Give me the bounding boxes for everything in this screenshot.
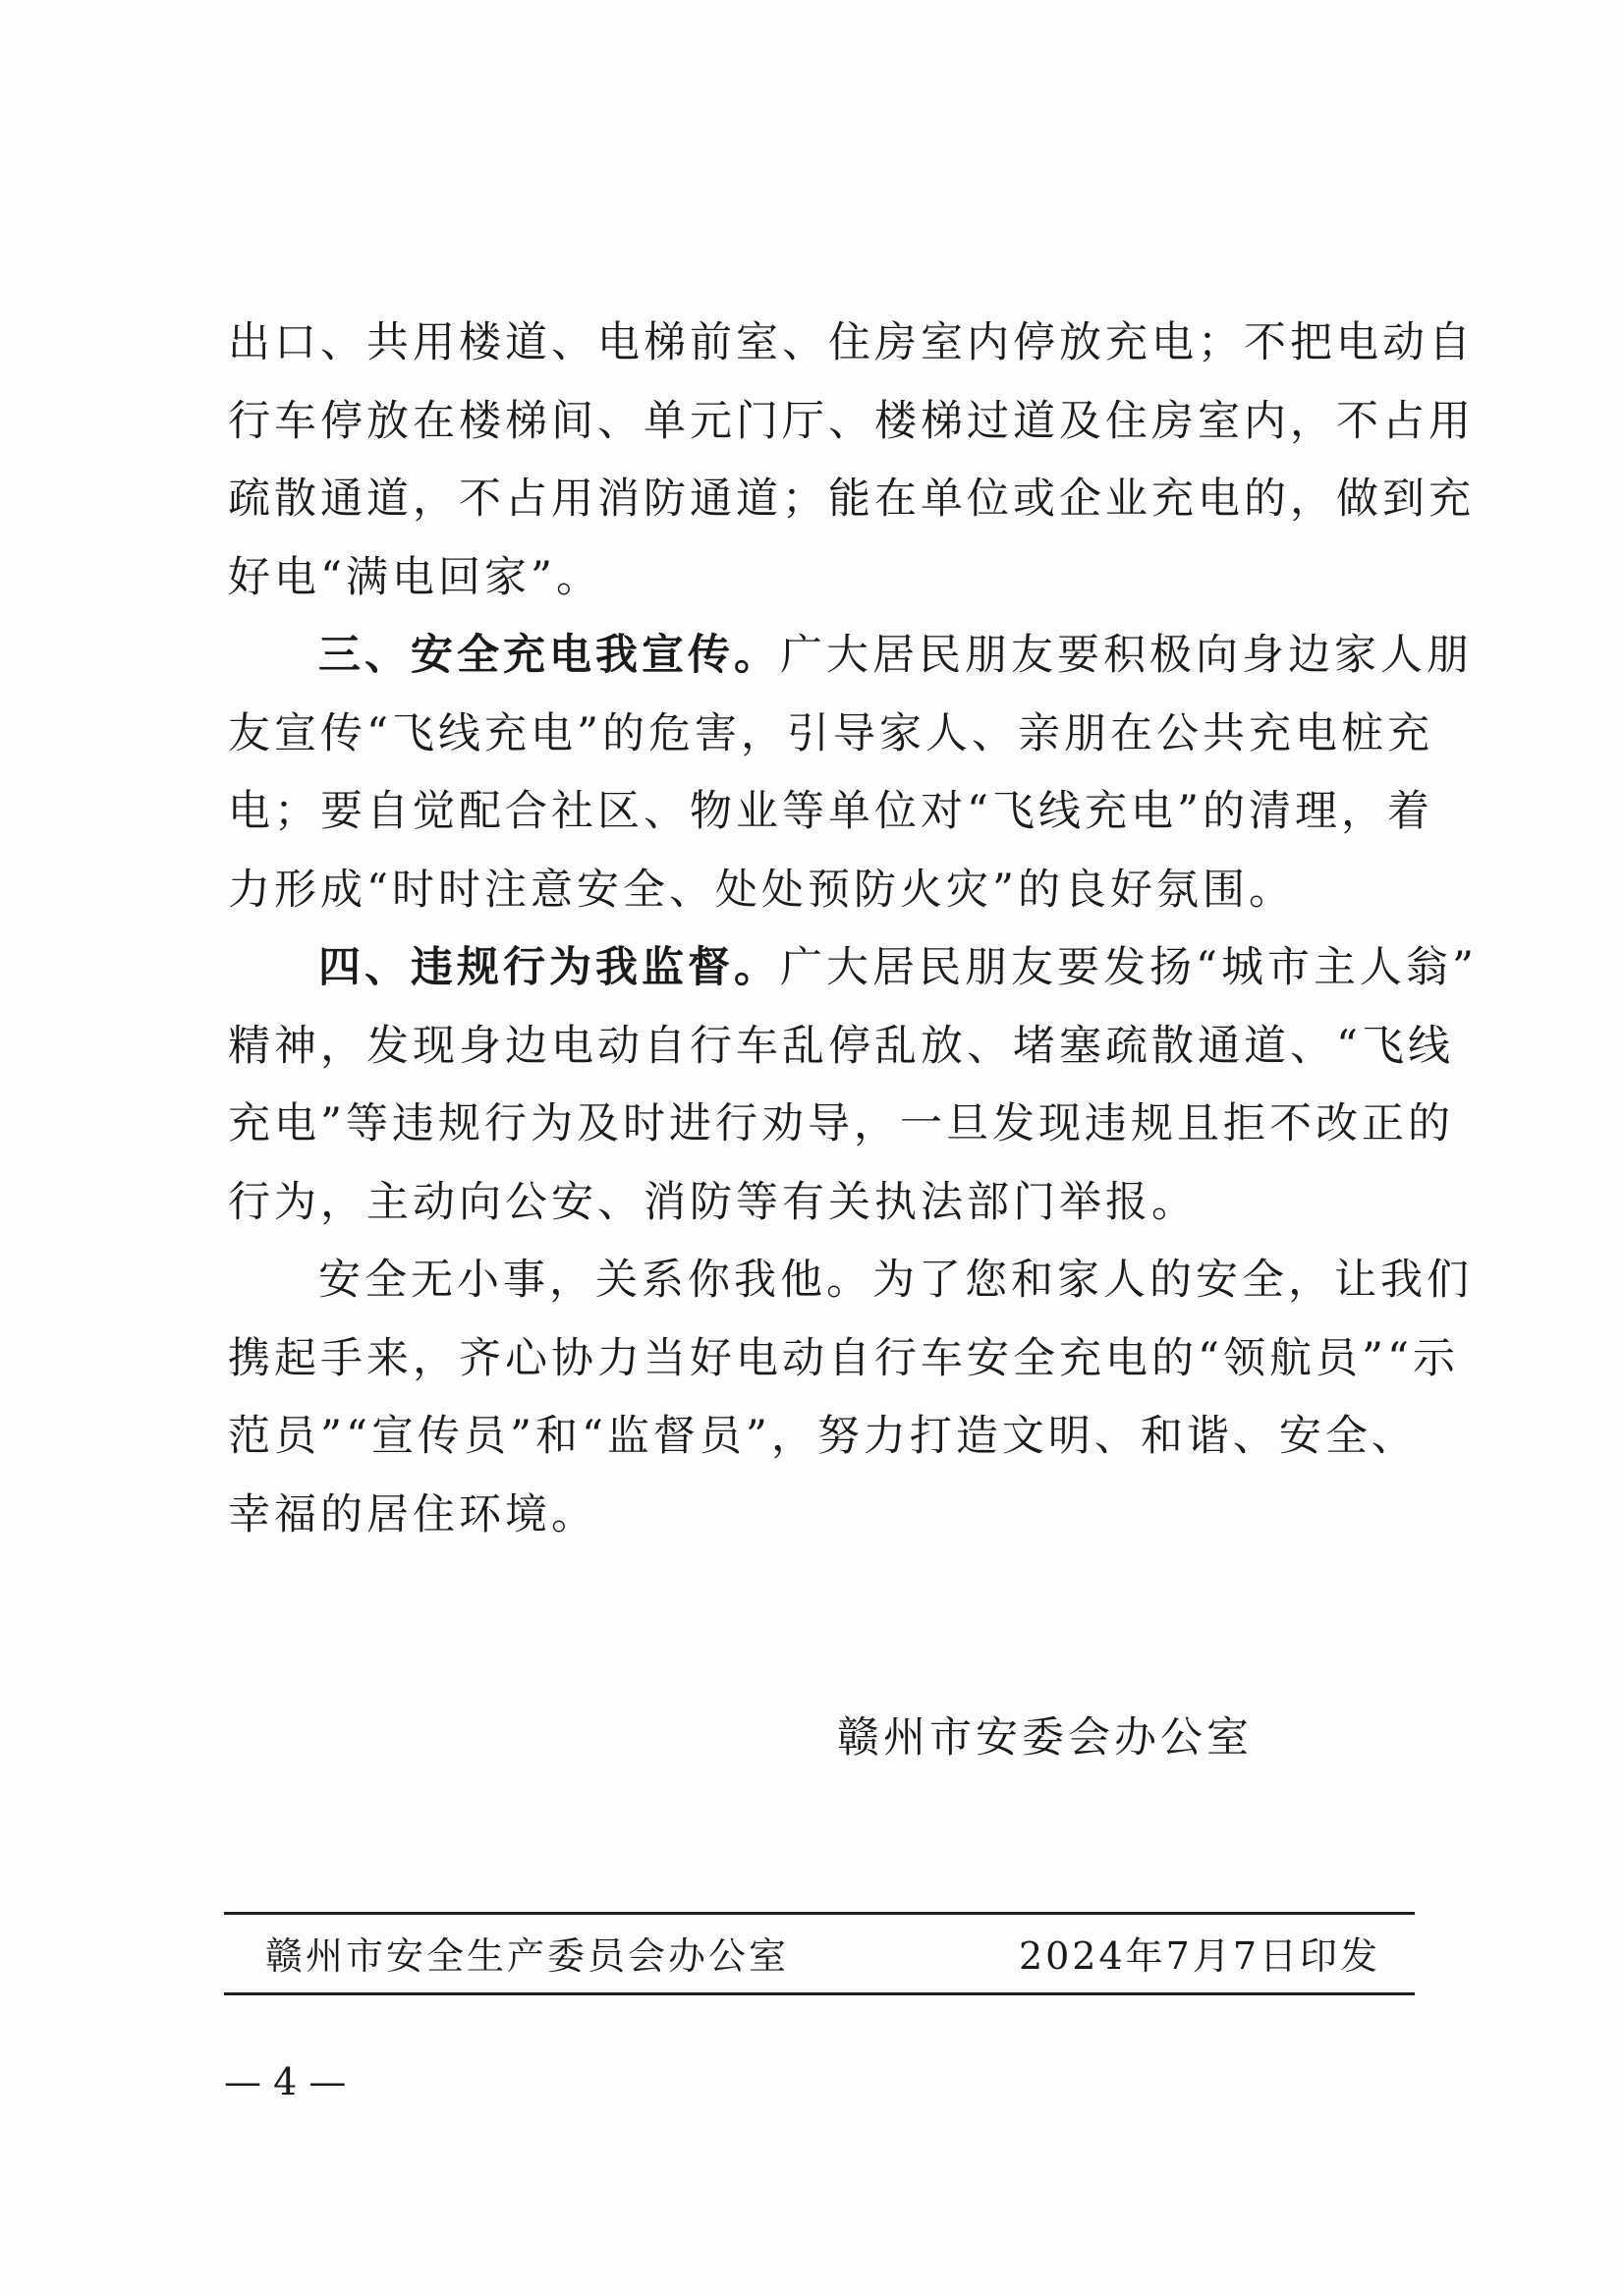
imprint-date: 2024年7月7日印发	[1018, 1934, 1380, 1978]
section-3-paragraph	[228, 617, 1473, 929]
paragraph-line: 好电“满电回家”。	[228, 552, 602, 602]
paragraph-line: 携起手来，齐心协力当好电动自行车安全充电的“领航员”“示	[228, 1333, 1459, 1383]
paragraph-line: 行车停放在楼梯间、单元门厅、楼梯过道及住房室内，不占用	[228, 396, 1475, 446]
paragraph-line: 疏散通道，不占用消防通道；能在单位或企业充电的，做到充	[228, 475, 1475, 524]
signature-issuer: 赣州市安委会办公室	[837, 1713, 1253, 1763]
paragraph-first-line	[228, 929, 1478, 1008]
paragraph-line: 幸福的居住环境。	[228, 1489, 597, 1539]
section-4-paragraph	[228, 929, 1478, 1242]
paragraph-line: 范员”“宣传员”和“监督员”，努力打造文明、和谐、安全、	[228, 1412, 1418, 1461]
paragraph-line: 友宣传“飞线充电”的危害，引导家人、亲朋在公共充电桩充	[228, 708, 1433, 758]
paragraph-first-line	[228, 617, 1473, 696]
paragraph-line: 电；要自觉配合社区、物业等单位对“飞线充电”的清理，着	[228, 787, 1433, 836]
document-body	[228, 305, 1478, 1554]
paragraph-line: 行为，主动向公安、消防等有关执法部门举报。	[228, 1177, 1198, 1227]
section-3-heading: 三、安全充电我宣传。	[318, 631, 780, 680]
imprint-top-rule	[224, 1912, 1415, 1915]
page-number: — 4 —	[224, 2060, 347, 2103]
imprint-organization: 赣州市安全生产委员会办公室	[265, 1934, 790, 1978]
paragraph-line: 出口、共用楼道、电梯前室、住房室内停放充电；不把电动自	[228, 318, 1475, 367]
paragraph-line: 力形成“时时注意安全、处处预防火灾”的良好氛围。	[228, 865, 1295, 915]
paragraph-line: 充电”等违规行为及时进行劝导，一旦发现违规且拒不改正的	[228, 1099, 1454, 1148]
section-4-text: 广大居民朋友要发扬“城市主人翁”	[780, 943, 1478, 992]
continued-paragraph	[228, 305, 1475, 617]
paragraph-first-line: 安全无小事，关系你我他。为了您和家人的安全，让我们	[318, 1256, 1473, 1305]
imprint-bottom-rule	[224, 1992, 1415, 1995]
section-4-heading: 四、违规行为我监督。	[318, 943, 780, 992]
section-3-text: 广大居民朋友要积极向身边家人朋	[780, 631, 1473, 680]
paragraph-line: 精神，发现身边电动自行车乱停乱放、堵塞疏散通道、“飞线	[228, 1021, 1454, 1071]
closing-paragraph	[228, 1242, 1473, 1554]
